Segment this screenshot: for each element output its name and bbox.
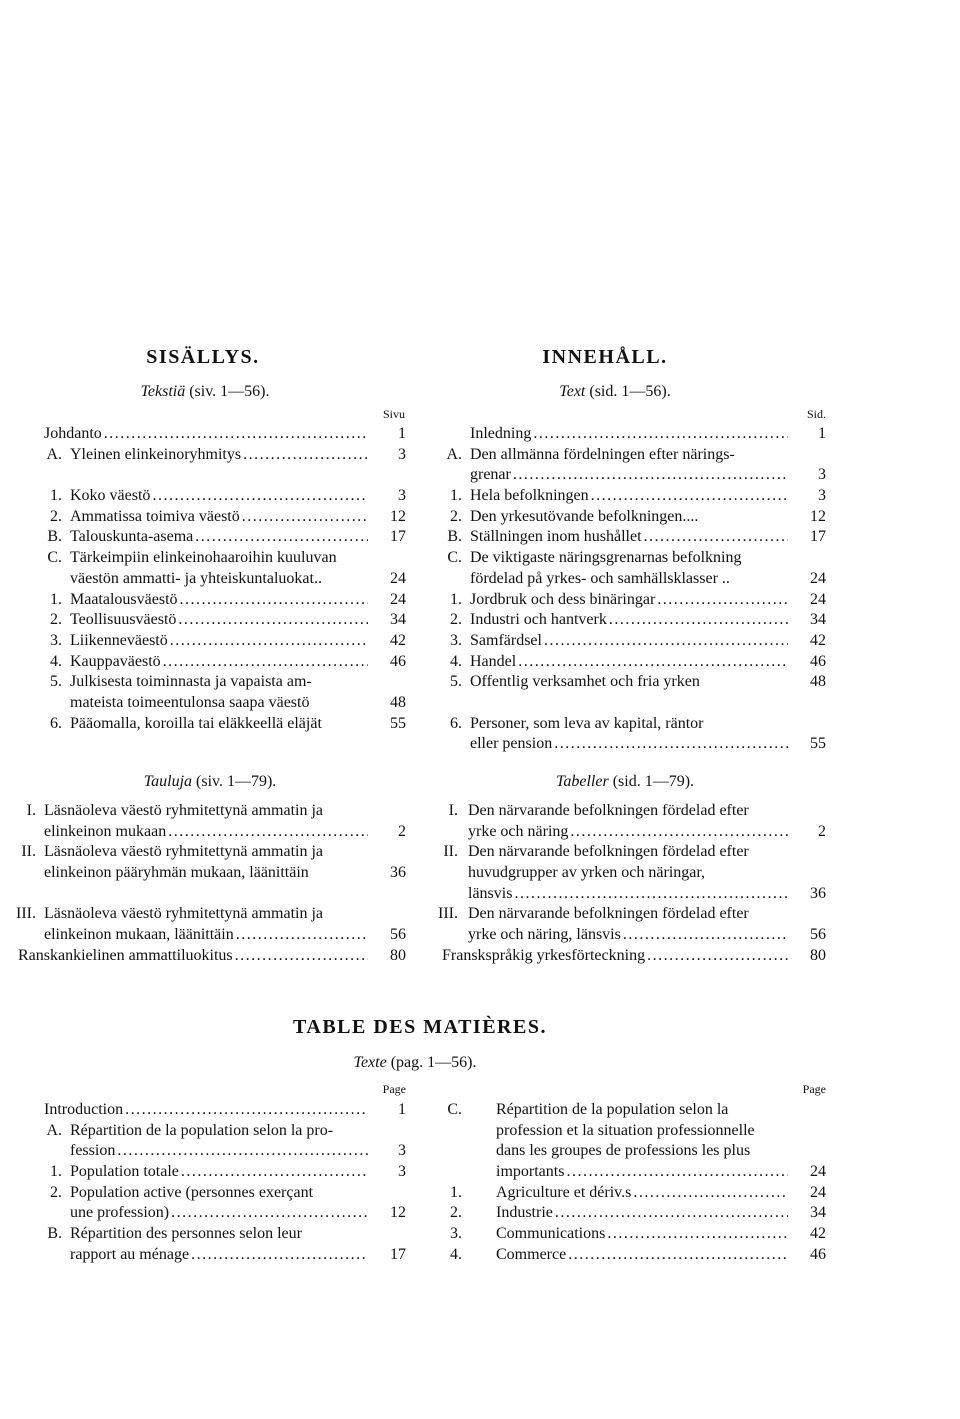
toc-entry-text: Pääomalla, koroilla tai eläkkeellä eläjät: [70, 714, 322, 732]
fi-tables-list: [14, 801, 406, 967]
toc-entry: [440, 734, 826, 755]
toc-entry-page: 3: [398, 1142, 406, 1160]
toc-entry: [40, 631, 406, 652]
toc-entry-text: Samfärdsel: [470, 631, 542, 649]
toc-entry-number: III.: [16, 905, 36, 923]
toc-entry-page: 12: [390, 1204, 406, 1222]
sv-tables-range: (sid. 1—79).: [612, 773, 695, 790]
toc-leader-dots: [591, 486, 788, 507]
toc-entry-text: grenar: [470, 466, 511, 484]
toc-entry: [40, 507, 406, 528]
toc-entry-text: rapport au ménage: [70, 1245, 190, 1263]
toc-entry-text: Johdanto: [44, 425, 102, 442]
toc-entry-page: 24: [810, 1163, 826, 1181]
toc-entry: [428, 842, 826, 863]
toc-entry: [440, 652, 826, 673]
toc-entry-text: Ställningen inom hushållet: [470, 528, 642, 546]
toc-entry-page: 17: [810, 528, 826, 546]
toc-leader-dots: [170, 631, 368, 652]
sv-text-range: (sid. 1—56).: [589, 383, 671, 400]
toc-leader-dots: [657, 590, 788, 611]
toc-entry-number: 2.: [50, 611, 62, 629]
toc-entry-page: 24: [810, 1183, 826, 1201]
toc-entry: [428, 822, 826, 843]
toc-entry-text: profession et la situation professionnelle: [496, 1121, 755, 1139]
sv-text-subtitle: [540, 383, 690, 401]
toc-entry-text: Population totale: [70, 1163, 179, 1181]
toc-entry-page: 48: [810, 673, 826, 691]
sv-title: INNEHÅLL.: [542, 346, 668, 368]
toc-entry-number: 4.: [450, 652, 462, 670]
toc-entry-number: 2.: [450, 507, 462, 525]
fi-tables-subtitle: [110, 773, 310, 791]
toc-entry: [428, 904, 826, 925]
toc-entry-text: De viktigaste näringsgrenarnas befolkning: [470, 549, 742, 567]
toc-leader-dots: [514, 884, 788, 905]
toc-entry-text: Personer, som leva av kapital, räntor: [470, 714, 704, 732]
sv-tables-heading: Tabeller: [555, 773, 609, 790]
toc-leader-dots: [566, 1162, 788, 1183]
toc-entry-page: 3: [818, 466, 826, 484]
toc-entry-text: Industrie: [496, 1204, 553, 1222]
toc-entry: [40, 672, 406, 693]
toc-entry-text: mateista toimeentulonsa saapa väestö: [70, 693, 310, 711]
toc-entry-page: 1: [398, 1101, 406, 1118]
fr-text-range: (pag. 1—56).: [390, 1054, 477, 1071]
toc-entry-number: 1.: [450, 1183, 462, 1201]
toc-entry-page: 80: [390, 946, 406, 964]
toc-entry-number: 5.: [50, 673, 62, 691]
fi-text-list: [40, 424, 406, 734]
toc-entry-text: Répartition de la population selon la: [496, 1101, 729, 1118]
fi-page-label: Sivu: [382, 407, 405, 421]
toc-entry-number: A.: [446, 445, 462, 463]
toc-leader-dots: [168, 822, 368, 843]
toc-entry-number: II.: [443, 843, 458, 861]
toc-entry: [440, 486, 826, 507]
toc-entry: [428, 946, 826, 967]
fi-text-heading: Tekstiä: [140, 383, 186, 400]
toc-entry-text: Läsnäoleva väestö ryhmitettynä ammatin ja: [44, 905, 324, 923]
toc-entry: [440, 424, 826, 445]
toc-entry: [14, 842, 406, 863]
toc-entry-number: B.: [47, 528, 62, 546]
toc-entry: [440, 548, 826, 569]
fr-page-label-left: Page: [382, 1082, 406, 1096]
toc-entry-number: 1.: [50, 590, 62, 608]
toc-entry: [428, 863, 826, 884]
toc-leader-dots: [117, 1141, 368, 1162]
toc-entry-page: 42: [810, 1225, 826, 1243]
toc-entry-text: elinkeinon mukaan: [44, 822, 167, 840]
toc-entry-page: 34: [810, 611, 826, 629]
toc-entry-page: 1: [818, 425, 826, 442]
toc-entry-page: 46: [390, 652, 406, 670]
toc-entry: [40, 486, 406, 507]
fr-title: TABLE DES MATIÈRES.: [293, 1016, 547, 1038]
toc-entry: [440, 507, 826, 528]
toc-leader-dots: [180, 590, 368, 611]
toc-entry-page: 55: [810, 735, 826, 753]
toc-entry: [440, 714, 826, 735]
toc-entry-text: elinkeinon mukaan, läänittäin: [44, 926, 234, 944]
toc-entry: [14, 946, 406, 967]
toc-entry-page: 3: [398, 1163, 406, 1181]
toc-entry-page: 42: [810, 631, 826, 649]
toc-entry-page: 17: [390, 1245, 406, 1263]
toc-entry: [428, 801, 826, 822]
toc-entry-page: 2: [398, 822, 406, 840]
toc-entry-text: Kauppaväestö: [70, 652, 161, 670]
sv-tables-subtitle: [540, 773, 710, 791]
toc-leader-dots: [533, 424, 788, 445]
toc-entry-page: 34: [390, 611, 406, 629]
toc-entry: [440, 1100, 826, 1121]
toc-leader-dots: [125, 1100, 368, 1121]
toc-entry: [428, 884, 826, 905]
toc-entry-text: Ranskankielinen ammattiluokitus: [18, 946, 233, 964]
toc-entry: [40, 1141, 406, 1162]
fi-tables-heading: Tauluja: [143, 773, 193, 790]
toc-entry: [440, 445, 826, 466]
toc-entry-number: I.: [26, 802, 36, 819]
toc-leader-dots: [236, 925, 368, 946]
toc-entry-page: 3: [398, 487, 406, 505]
toc-entry: [40, 1183, 406, 1204]
toc-entry-number: A.: [46, 445, 62, 463]
toc-entry: [440, 590, 826, 611]
toc-entry: [40, 1121, 406, 1142]
toc-entry: [440, 1162, 826, 1183]
toc-entry-page: 24: [390, 590, 406, 608]
toc-entry-page: 46: [810, 652, 826, 670]
toc-entry-text: Tärkeimpiin elinkeinohaaroihin kuuluvan: [70, 549, 337, 567]
toc-entry: [40, 445, 406, 466]
toc-entry-number: 3.: [450, 1225, 462, 1243]
toc-entry-text: fession: [70, 1142, 116, 1160]
toc-entry-number: C.: [447, 549, 462, 567]
toc-entry-number: II.: [21, 843, 36, 861]
toc-entry: [14, 863, 406, 884]
toc-entry-page: 12: [390, 507, 406, 525]
toc-entry-page: 17: [390, 528, 406, 546]
toc-entry: [40, 714, 406, 735]
toc-entry: [14, 904, 406, 925]
toc-entry: [14, 822, 406, 843]
toc-entry: [440, 1203, 826, 1224]
toc-leader-dots: [235, 946, 368, 967]
toc-entry-page: 36: [390, 864, 406, 882]
toc-entry-text: Hela befolkningen: [470, 487, 589, 505]
toc-entry-text: une profession): [70, 1204, 170, 1222]
toc-entry-number: 1.: [450, 487, 462, 505]
toc-entry-text: Inledning: [470, 425, 532, 442]
toc-entry: [40, 1224, 406, 1245]
toc-entry-page: 56: [390, 926, 406, 944]
toc-entry-text: Den närvarande befolkningen fördelad efter: [468, 802, 749, 819]
toc-entry: [40, 610, 406, 631]
toc-entry-number: 6.: [450, 714, 462, 732]
toc-entry: [40, 1245, 406, 1266]
toc-entry-page: 55: [390, 714, 406, 732]
toc-leader-dots: [191, 1245, 368, 1266]
toc-entry: [440, 1183, 826, 1204]
toc-entry: [440, 465, 826, 486]
toc-entry-page: 24: [390, 569, 406, 587]
toc-entry-text: Handel: [470, 652, 517, 670]
toc-entry: [440, 527, 826, 548]
toc-entry-number: 2.: [50, 1183, 62, 1201]
toc-entry: [40, 1100, 406, 1121]
toc-entry: [440, 1121, 826, 1142]
toc-entry-text: länsvis: [468, 884, 513, 902]
toc-entry-text: Introduction: [44, 1101, 124, 1118]
toc-entry-text: fördelad på yrkes- och samhällsklasser ..: [470, 569, 730, 587]
toc-entry-text: Den närvarande befolkningen fördelad efter: [468, 843, 749, 861]
toc-entry-number: C.: [447, 1101, 462, 1118]
toc-entry-number: 2.: [50, 507, 62, 525]
toc-entry-number: 1.: [50, 1163, 62, 1181]
toc-entry-number: 1.: [50, 487, 62, 505]
toc-entry-text: huvudgrupper av yrken och näringar,: [468, 864, 706, 882]
sv-text-heading: Text: [559, 383, 586, 400]
toc-entry-page: 12: [810, 507, 826, 525]
toc-entry-page: 24: [810, 569, 826, 587]
toc-entry-number: III.: [438, 905, 458, 923]
toc-entry-text: Talouskunta-asema: [70, 528, 194, 546]
toc-entry-number: C.: [47, 549, 62, 567]
toc-entry-page: 24: [810, 590, 826, 608]
toc-entry-number: 1.: [450, 590, 462, 608]
toc-entry-text: Répartition de la population selon la pro-: [70, 1121, 334, 1139]
toc-entry-text: Communications: [496, 1225, 606, 1243]
toc-entry: [40, 1162, 406, 1183]
toc-entry-text: Maatalousväestö: [70, 590, 178, 608]
toc-entry-number: 5.: [450, 673, 462, 691]
toc-leader-dots: [633, 1183, 788, 1204]
toc-entry-text: Den närvarande befolkningen fördelad efter: [468, 905, 749, 923]
toc-leader-dots: [570, 822, 788, 843]
toc-entry-text: Agriculture et dériv.s: [496, 1183, 632, 1201]
toc-entry: [40, 548, 406, 569]
toc-leader-dots: [607, 1224, 788, 1245]
toc-leader-dots: [171, 1203, 368, 1224]
toc-entry-number: 4.: [50, 652, 62, 670]
toc-entry-text: Läsnäoleva väestö ryhmitettynä ammatin ja: [44, 843, 324, 861]
toc-entry-text: Commerce: [496, 1245, 567, 1263]
toc-entry: [440, 1224, 826, 1245]
toc-leader-dots: [178, 610, 368, 631]
toc-leader-dots: [554, 734, 788, 755]
toc-entry-number: 6.: [50, 714, 62, 732]
toc-leader-dots: [163, 652, 368, 673]
toc-entry: [40, 569, 406, 590]
toc-entry-page: 3: [398, 445, 406, 463]
toc-entry: [440, 569, 826, 590]
toc-entry-number: 3.: [50, 631, 62, 649]
toc-entry-text: Industri och hantverk: [470, 611, 607, 629]
fr-text-subtitle: [340, 1054, 490, 1072]
toc-entry-text: Liikenneväestö: [70, 631, 168, 649]
toc-leader-dots: [152, 486, 368, 507]
toc-entry: [440, 672, 826, 693]
toc-entry-page: 56: [810, 926, 826, 944]
toc-entry: [440, 610, 826, 631]
toc-entry: [40, 652, 406, 673]
toc-entry-page: 3: [818, 487, 826, 505]
toc-leader-dots: [609, 610, 788, 631]
toc-leader-dots: [555, 1203, 788, 1224]
toc-leader-dots: [242, 507, 368, 528]
fr-right-list: [440, 1100, 826, 1266]
toc-entry-number: I.: [448, 802, 458, 819]
toc-entry-page: 80: [810, 946, 826, 964]
toc-entry-text: Population active (personnes exerçant: [70, 1183, 314, 1201]
toc-leader-dots: [544, 631, 788, 652]
toc-entry-text: Répartition des personnes selon leur: [70, 1225, 302, 1243]
toc-entry-text: Julkisesta toiminnasta ja vapaista am-: [70, 673, 312, 691]
toc-entry-text: Teollisuusväestö: [70, 611, 177, 629]
toc-entry-text: Den allmänna fördelningen efter närings-: [470, 445, 735, 463]
toc-leader-dots: [647, 946, 788, 967]
toc-leader-dots: [195, 527, 368, 548]
fi-text-range: (siv. 1—56).: [189, 383, 270, 400]
toc-leader-dots: [518, 652, 788, 673]
toc-entry-text: Läsnäoleva väestö ryhmitettynä ammatin ja: [44, 802, 324, 819]
toc-entry: [440, 1245, 826, 1266]
fi-text-subtitle: [100, 383, 310, 401]
toc-leader-dots: [623, 925, 788, 946]
toc-leader-dots: [568, 1245, 788, 1266]
sv-tables-list: [428, 801, 826, 967]
toc-entry-page: 48: [390, 693, 406, 711]
toc-entry: [14, 801, 406, 822]
fr-left-list: [40, 1100, 406, 1266]
toc-entry: [40, 1203, 406, 1224]
toc-entry-number: B.: [447, 528, 462, 546]
toc-entry-number: A.: [46, 1121, 62, 1139]
toc-entry-text: väestön ammatti- ja yhteiskuntaluokat..: [70, 569, 322, 587]
toc-leader-dots: [513, 465, 788, 486]
fr-text-heading: Texte: [353, 1054, 387, 1071]
fi-tables-range: (siv. 1—79).: [196, 773, 277, 790]
toc-entry-text: Yleinen elinkeinoryhmitys: [70, 445, 242, 463]
toc-entry-text: Offentlig verksamhet och fria yrken: [470, 673, 700, 691]
toc-entry-text: dans les groupes de professions les plus: [496, 1142, 751, 1160]
toc-leader-dots: [243, 445, 368, 466]
toc-entry-page: 34: [810, 1204, 826, 1222]
toc-entry-page: 42: [390, 631, 406, 649]
toc-entry: [14, 925, 406, 946]
sv-text-list: [440, 424, 826, 755]
toc-entry-text: elinkeinon pääryhmän mukaan, läänittäin: [44, 864, 309, 882]
toc-entry: [40, 424, 406, 445]
toc-entry-text: Jordbruk och dess binäringar: [470, 590, 656, 608]
toc-entry-text: yrke och näring: [468, 822, 569, 840]
toc-entry-text: Franskspråkig yrkesförteckning: [442, 946, 646, 964]
toc-entry-page: 1: [398, 425, 406, 442]
toc-entry-number: 2.: [450, 611, 462, 629]
toc-entry-page: 2: [818, 822, 826, 840]
toc-entry-text: Koko väestö: [70, 487, 151, 505]
fr-page-label-right: Page: [802, 1082, 826, 1096]
toc-entry: [40, 590, 406, 611]
toc-entry-text: Ammatissa toimiva väestö: [70, 507, 240, 525]
toc-entry: [428, 925, 826, 946]
toc-entry-number: 3.: [450, 631, 462, 649]
toc-entry-number: B.: [47, 1225, 62, 1243]
toc-entry: [440, 631, 826, 652]
toc-entry-text: Den yrkesutövande befolkningen....: [470, 507, 699, 525]
toc-entry-text: importants: [496, 1163, 565, 1181]
toc-entry: [40, 693, 406, 714]
toc-leader-dots: [181, 1162, 368, 1183]
fi-title: SISÄLLYS.: [146, 346, 260, 368]
toc-entry: [40, 527, 406, 548]
toc-entry-text: eller pension: [470, 735, 553, 753]
toc-entry-text: yrke och näring, länsvis: [468, 926, 621, 944]
toc-entry: [440, 1141, 826, 1162]
toc-leader-dots: [644, 527, 788, 548]
toc-leader-dots: [104, 424, 368, 445]
sv-page-label: Sid.: [806, 407, 826, 421]
toc-entry-page: 36: [810, 884, 826, 902]
toc-entry-number: 4.: [450, 1245, 462, 1263]
toc-entry-page: 46: [810, 1245, 826, 1263]
toc-entry-number: 2.: [450, 1204, 462, 1222]
